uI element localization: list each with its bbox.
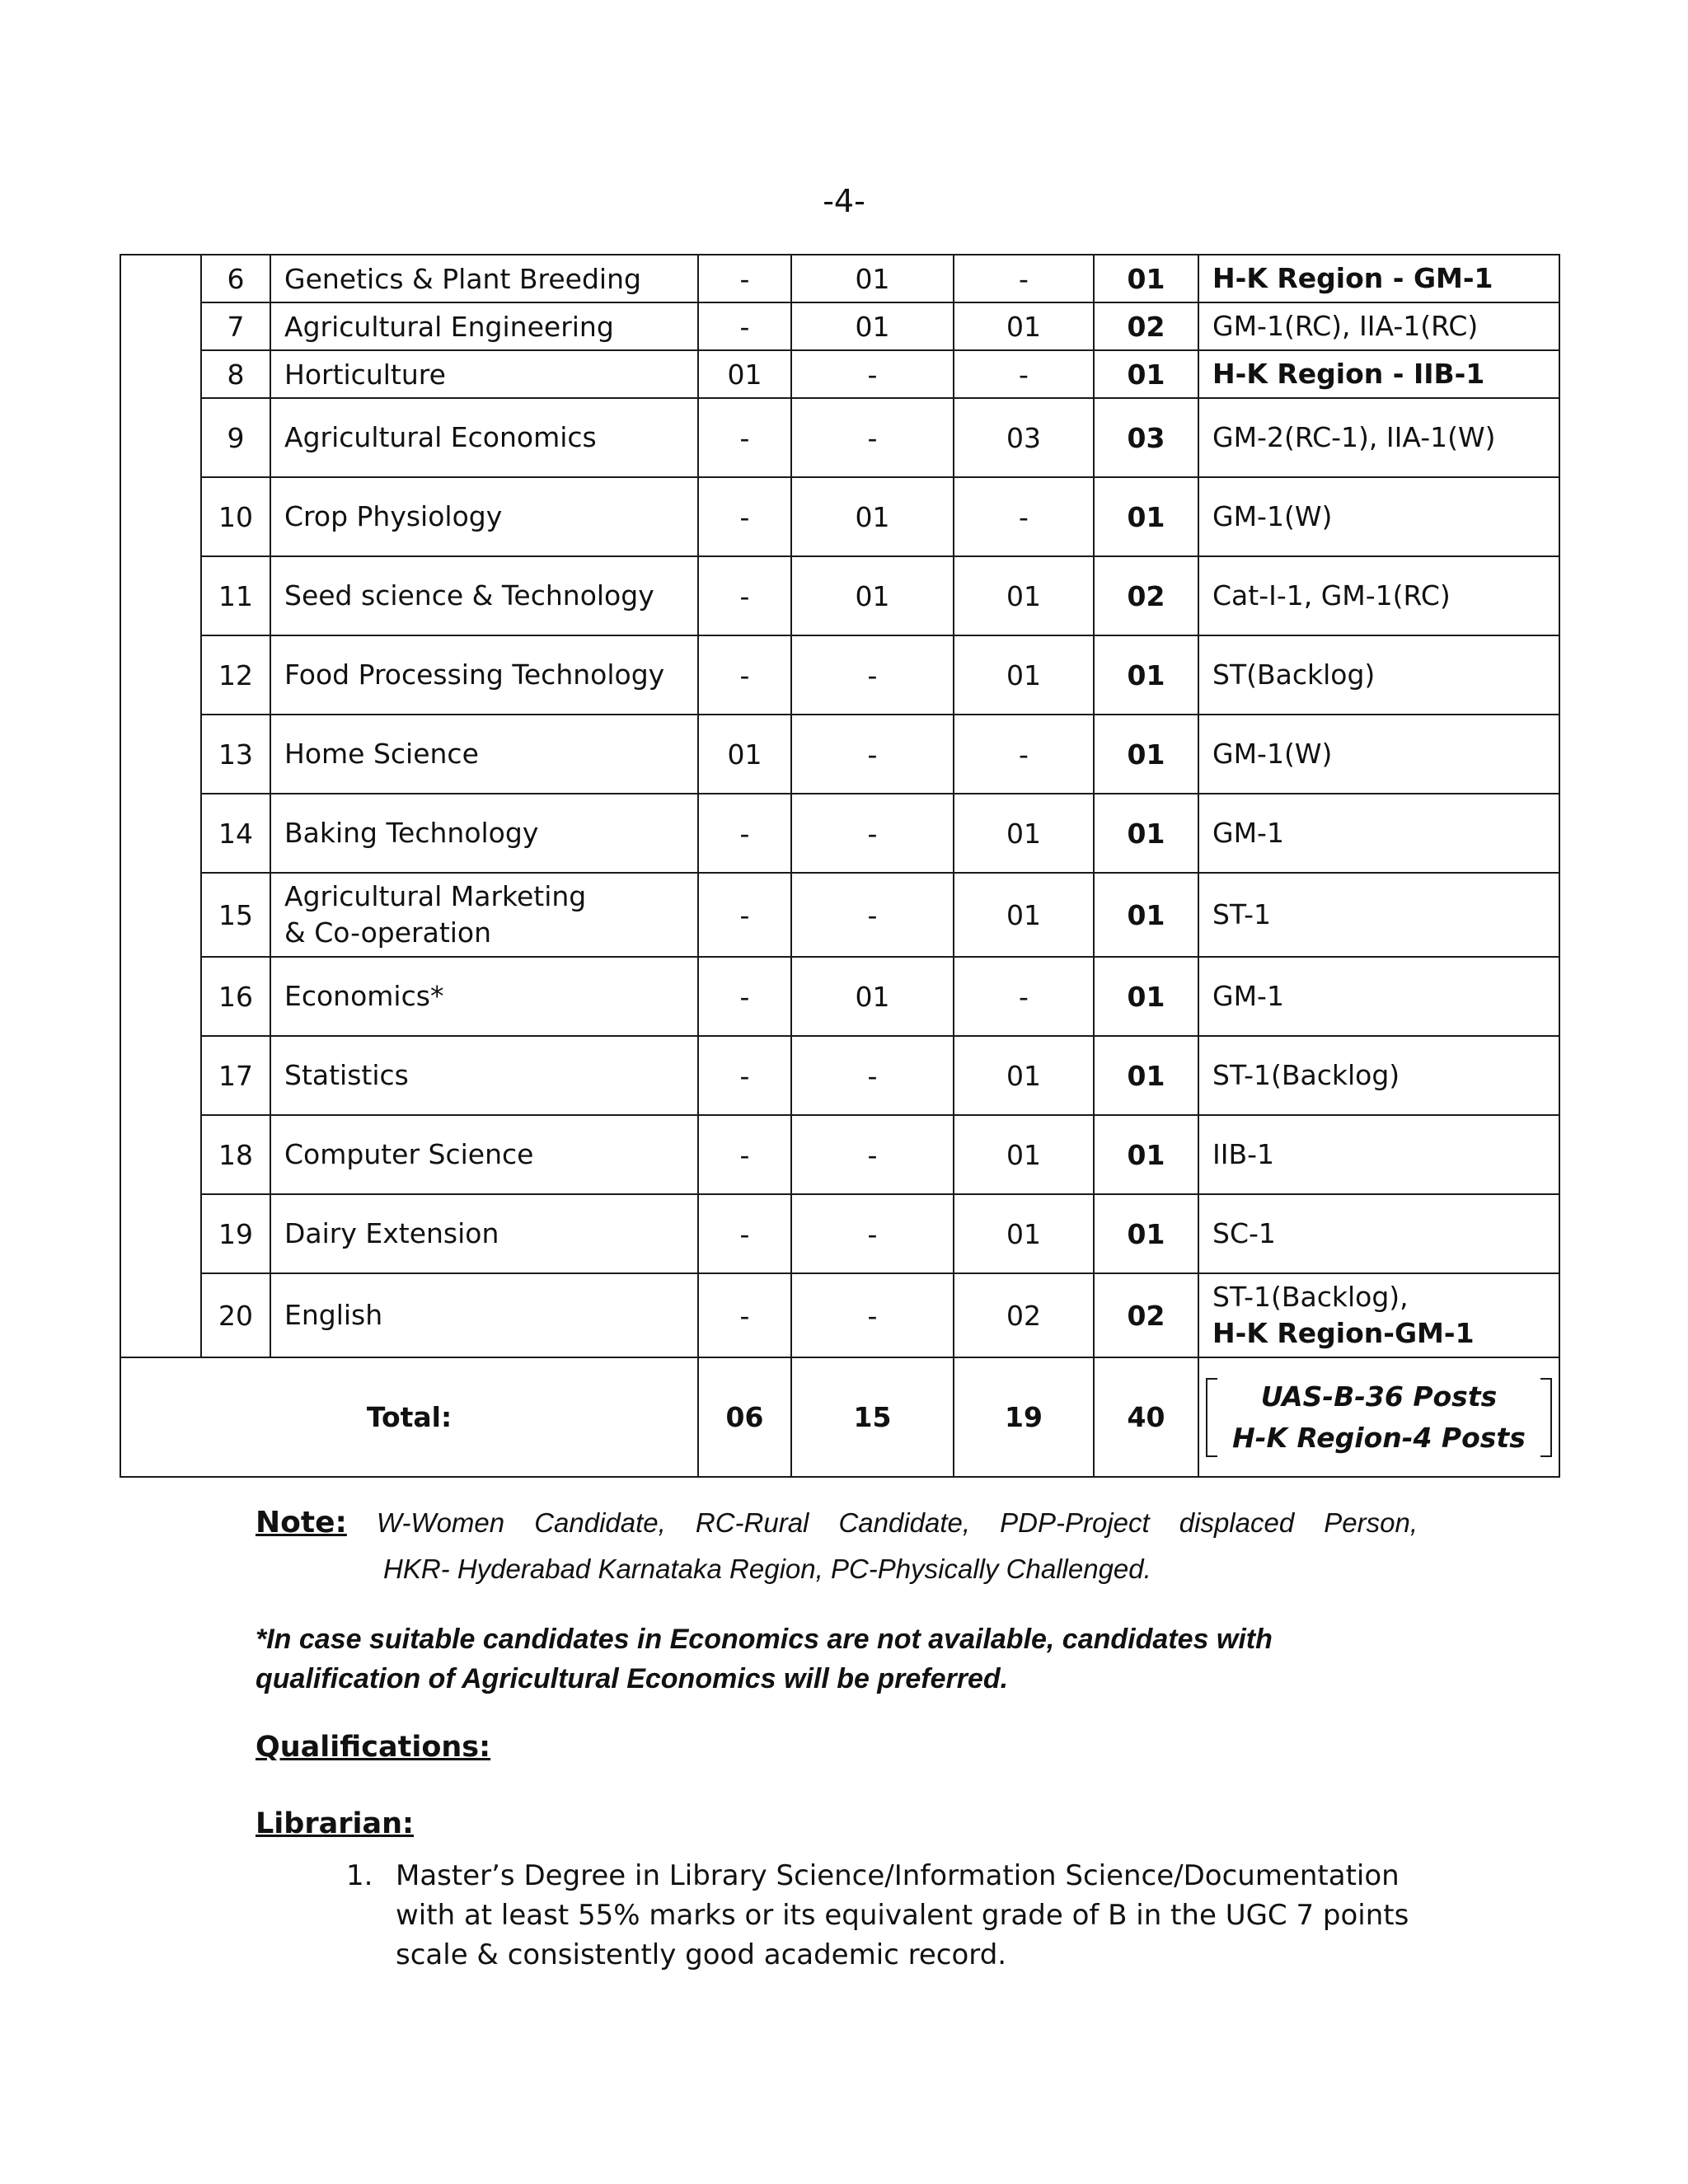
subject-name xyxy=(270,794,698,873)
count-col-3: 01 xyxy=(954,556,1094,635)
count-col-1: - xyxy=(698,635,791,715)
remarks-line: ST-1(Backlog), xyxy=(1212,1281,1409,1313)
count-col-3: 01 xyxy=(954,1115,1094,1194)
count-col-1: - xyxy=(698,1194,791,1273)
count-col-2: - xyxy=(791,1036,954,1115)
count-col-1: - xyxy=(698,255,791,302)
count-col-2: 01 xyxy=(791,957,954,1036)
total-row xyxy=(120,1357,1559,1477)
uas-b-posts: UAS-B-36 Posts xyxy=(1260,1380,1498,1413)
count-col-3: 02 xyxy=(954,1273,1094,1357)
row-total: 01 xyxy=(1094,477,1198,556)
count-col-3: 01 xyxy=(954,1036,1094,1115)
count-col-1: 01 xyxy=(698,715,791,794)
row-total: 02 xyxy=(1094,1273,1198,1357)
subject-line: English xyxy=(284,1299,383,1331)
row-total: 01 xyxy=(1094,1036,1198,1115)
remarks xyxy=(1198,556,1559,635)
remarks xyxy=(1198,398,1559,477)
count-col-2: - xyxy=(791,398,954,477)
table-row xyxy=(120,1273,1559,1357)
remarks-line: GM-1(W) xyxy=(1212,500,1333,532)
subject-name xyxy=(270,1115,698,1194)
subject-name xyxy=(270,715,698,794)
count-col-2: - xyxy=(791,350,954,398)
remarks-line: GM-1 xyxy=(1212,817,1284,849)
subject-line: Agricultural Economics xyxy=(284,421,597,453)
posts-summary xyxy=(1204,1373,1554,1462)
remarks-line: H-K Region - IIB-1 xyxy=(1212,358,1485,390)
count-col-3: - xyxy=(954,350,1094,398)
row-total: 01 xyxy=(1094,957,1198,1036)
row-total: 01 xyxy=(1094,1194,1198,1273)
table-row xyxy=(120,556,1559,635)
subject-name xyxy=(270,957,698,1036)
table-body xyxy=(120,255,1559,1477)
count-col-1: - xyxy=(698,1115,791,1194)
count-col-3: - xyxy=(954,255,1094,302)
count-col-2: - xyxy=(791,794,954,873)
remarks xyxy=(1198,1273,1559,1357)
serial-number: 18 xyxy=(201,1115,270,1194)
serial-number: 15 xyxy=(201,873,270,957)
serial-number: 19 xyxy=(201,1194,270,1273)
count-col-3: 01 xyxy=(954,1194,1094,1273)
row-total: 03 xyxy=(1094,398,1198,477)
subject-line: Crop Physiology xyxy=(284,500,503,532)
remarks-line: Cat-I-1, GM-1(RC) xyxy=(1212,579,1451,612)
count-col-2: - xyxy=(791,635,954,715)
count-col-1: - xyxy=(698,794,791,873)
count-col-1: - xyxy=(698,873,791,957)
posts-table xyxy=(120,254,1560,1478)
row-total: 02 xyxy=(1094,302,1198,350)
count-col-3: - xyxy=(954,957,1094,1036)
remarks xyxy=(1198,794,1559,873)
serial-number: 10 xyxy=(201,477,270,556)
remarks xyxy=(1198,477,1559,556)
count-col-2: 01 xyxy=(791,255,954,302)
remarks xyxy=(1198,873,1559,957)
serial-number: 11 xyxy=(201,556,270,635)
list-item-number: 1. xyxy=(346,1859,373,1892)
row-total: 01 xyxy=(1094,255,1198,302)
total-label: Total: xyxy=(120,1357,698,1477)
remarks-line: ST(Backlog) xyxy=(1212,658,1376,691)
subject-name xyxy=(270,1273,698,1357)
remarks-line: GM-1 xyxy=(1212,980,1284,1012)
remarks xyxy=(1198,302,1559,350)
remarks xyxy=(1198,957,1559,1036)
table-row xyxy=(120,715,1559,794)
count-col-1: - xyxy=(698,556,791,635)
economics-note: *In case suitable candidates in Economics are not available, candidates with qualification of Agricultural Economics will be preferred. xyxy=(256,1624,1273,1694)
table-row xyxy=(120,1115,1559,1194)
subject-name xyxy=(270,556,698,635)
remarks xyxy=(1198,1036,1559,1115)
count-col-2: 01 xyxy=(791,556,954,635)
qualifications-heading: Qualifications: xyxy=(256,1731,491,1764)
remarks xyxy=(1198,1115,1559,1194)
row-total: 01 xyxy=(1094,715,1198,794)
count-col-2: - xyxy=(791,1194,954,1273)
row-total: 01 xyxy=(1094,1115,1198,1194)
count-col-2: - xyxy=(791,1273,954,1357)
row-total: 01 xyxy=(1094,635,1198,715)
note-label: Note: xyxy=(256,1506,347,1540)
remarks xyxy=(1198,715,1559,794)
subject-name xyxy=(270,350,698,398)
count-col-2: 01 xyxy=(791,302,954,350)
serial-number: 13 xyxy=(201,715,270,794)
serial-number: 16 xyxy=(201,957,270,1036)
remarks xyxy=(1198,350,1559,398)
subject-name xyxy=(270,477,698,556)
subject-name xyxy=(270,1194,698,1273)
table-row xyxy=(120,635,1559,715)
serial-number: 17 xyxy=(201,1036,270,1115)
total-col-3: 19 xyxy=(954,1357,1094,1477)
serial-number: 20 xyxy=(201,1273,270,1357)
subject-line: Agricultural Marketing xyxy=(284,880,587,912)
count-col-3: 01 xyxy=(954,302,1094,350)
table-row xyxy=(120,957,1559,1036)
count-col-2: - xyxy=(791,715,954,794)
subject-name xyxy=(270,302,698,350)
subject-line: Horticulture xyxy=(284,358,446,391)
note-line-2: HKR- Hyderabad Karnataka Region, PC-Physically Challenged. xyxy=(383,1554,1151,1584)
list-item xyxy=(346,1856,1434,1975)
count-col-1: - xyxy=(698,957,791,1036)
total-col-2: 15 xyxy=(791,1357,954,1477)
subject-name xyxy=(270,1036,698,1115)
grand-total: 40 xyxy=(1094,1357,1198,1477)
table-row xyxy=(120,873,1559,957)
remarks-line: ST-1(Backlog) xyxy=(1212,1059,1400,1091)
table-row xyxy=(120,255,1559,302)
table-row xyxy=(120,350,1559,398)
count-col-3: 01 xyxy=(954,635,1094,715)
total-col-1: 06 xyxy=(698,1357,791,1477)
subject-name xyxy=(270,873,698,957)
row-total: 01 xyxy=(1094,350,1198,398)
count-col-1: - xyxy=(698,477,791,556)
subject-line: & Co-operation xyxy=(284,916,492,949)
count-col-3: 01 xyxy=(954,794,1094,873)
count-col-1: 01 xyxy=(698,350,791,398)
count-col-3: - xyxy=(954,715,1094,794)
table-row xyxy=(120,302,1559,350)
count-col-1: - xyxy=(698,1036,791,1115)
remarks-line: H-K Region-GM-1 xyxy=(1212,1317,1475,1349)
row-total: 02 xyxy=(1094,556,1198,635)
total-remarks xyxy=(1198,1357,1559,1477)
subject-line: Agricultural Engineering xyxy=(284,310,614,343)
table-row xyxy=(120,1036,1559,1115)
librarian-list xyxy=(346,1856,1434,1975)
table-row xyxy=(120,398,1559,477)
subject-line: Dairy Extension xyxy=(284,1217,499,1249)
subject-line: Statistics xyxy=(284,1059,409,1091)
subject-line: Food Processing Technology xyxy=(284,658,665,691)
serial-number: 6 xyxy=(201,255,270,302)
subject-name xyxy=(270,255,698,302)
serial-number: 7 xyxy=(201,302,270,350)
count-col-3: - xyxy=(954,477,1094,556)
serial-number: 14 xyxy=(201,794,270,873)
serial-number: 8 xyxy=(201,350,270,398)
count-col-1: - xyxy=(698,1273,791,1357)
hk-region-posts: H-K Region-4 Posts xyxy=(1232,1421,1526,1454)
right-bracket xyxy=(1540,1378,1552,1457)
subject-line: Baking Technology xyxy=(284,817,539,849)
remarks xyxy=(1198,635,1559,715)
serial-number: 12 xyxy=(201,635,270,715)
remarks-line: ST-1 xyxy=(1212,898,1271,930)
subject-line: Home Science xyxy=(284,738,479,770)
count-col-2: 01 xyxy=(791,477,954,556)
table-row xyxy=(120,1194,1559,1273)
note-block xyxy=(256,1500,1418,1592)
note-line-1: W-Women Candidate, RC-Rural Candidate, PDP-Project displaced Person, xyxy=(376,1507,1418,1538)
list-item-text: Master’s Degree in Library Science/Information Science/Documentation with at least 55% marks or its equivalent grade of B in the UGC 7 points scale & consistently good academic record. xyxy=(396,1859,1409,1971)
subject-line: Genetics & Plant Breeding xyxy=(284,262,641,295)
subject-line: Seed science & Technology xyxy=(284,579,654,612)
subject-line: Computer Science xyxy=(284,1138,534,1170)
remarks xyxy=(1198,1194,1559,1273)
subject-name xyxy=(270,635,698,715)
remarks-line: IIB-1 xyxy=(1212,1138,1275,1170)
table-row xyxy=(120,477,1559,556)
count-col-1: - xyxy=(698,398,791,477)
count-col-2: - xyxy=(791,1115,954,1194)
remarks xyxy=(1198,255,1559,302)
remarks-line: SC-1 xyxy=(1212,1217,1276,1249)
count-col-3: 03 xyxy=(954,398,1094,477)
count-col-1: - xyxy=(698,302,791,350)
subject-name xyxy=(270,398,698,477)
page-number: -4- xyxy=(823,183,865,219)
subject-line: Economics* xyxy=(284,980,444,1012)
row-total: 01 xyxy=(1094,794,1198,873)
remarks-line: GM-2(RC-1), IIA-1(W) xyxy=(1212,421,1496,453)
left-bracket xyxy=(1206,1378,1217,1457)
remarks-line: GM-1(RC), IIA-1(RC) xyxy=(1212,310,1479,342)
count-col-2: - xyxy=(791,873,954,957)
serial-number: 9 xyxy=(201,398,270,477)
remarks-line: H-K Region - GM-1 xyxy=(1212,262,1493,294)
count-col-3: 01 xyxy=(954,873,1094,957)
category-cell xyxy=(120,255,201,1357)
row-total: 01 xyxy=(1094,873,1198,957)
table-row xyxy=(120,794,1559,873)
librarian-heading: Librarian: xyxy=(256,1807,415,1840)
remarks-line: GM-1(W) xyxy=(1212,738,1333,770)
